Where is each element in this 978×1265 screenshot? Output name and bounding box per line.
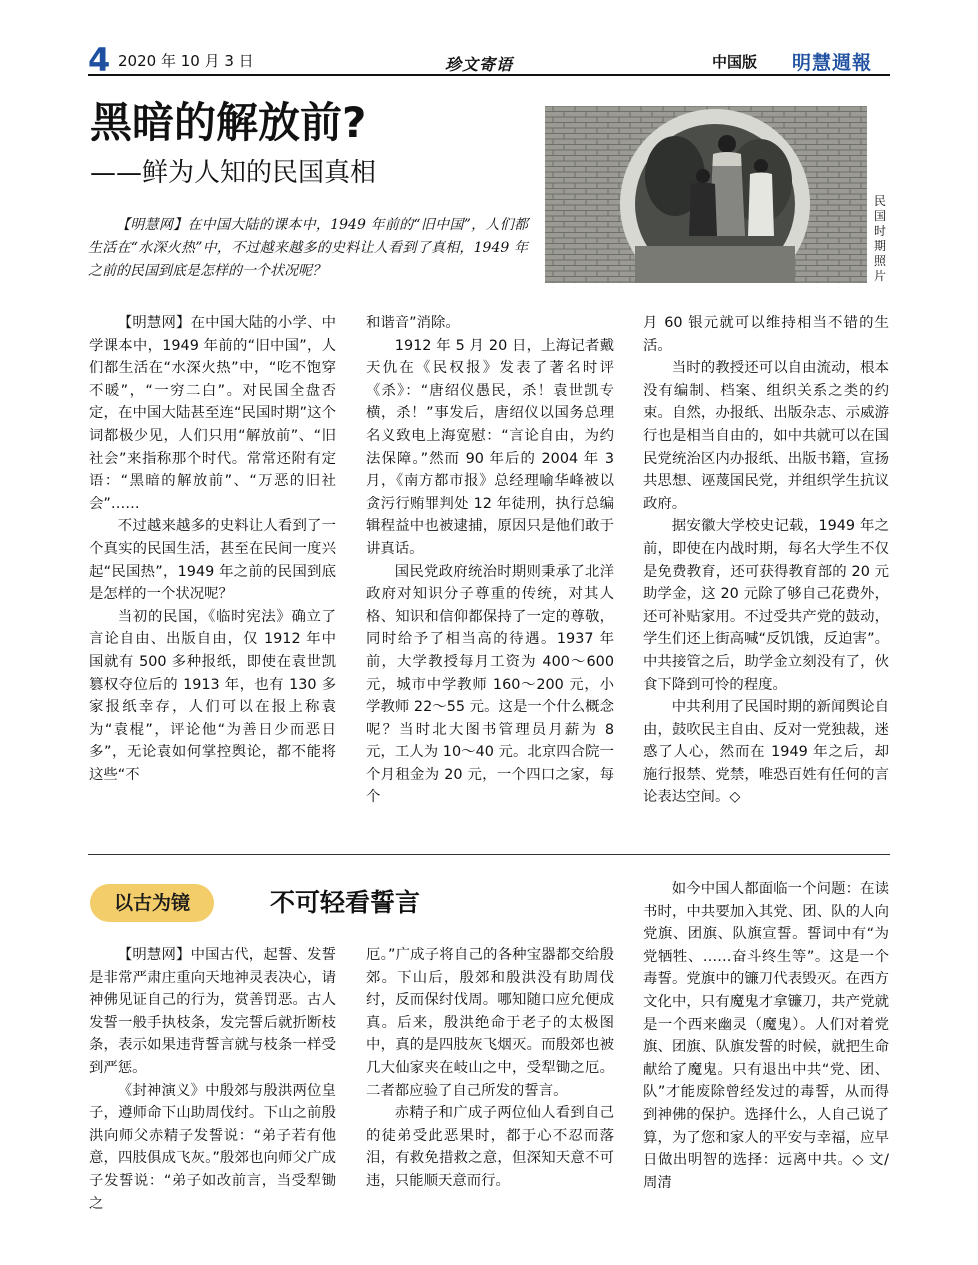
paragraph: 1912 年 5 月 20 日，上海记者戴天仇在《民权报》发表了著名时评《杀》：“唐绍仪愚民，杀！袁世凯专横，杀！”事发后，唐绍仪以国务总理名义致电上海宽慰：“言论自由，为约法保障。”然而 90 年后的 2004 年 3 月，《南方都市报》总经理喻华峰被以贪污行贿罪判处 12 年徒刑，执行总编辑程益中也被逮捕，原因只是他们敢于讲真话。 bbox=[366, 337, 614, 557]
article-column-3 bbox=[643, 878, 889, 1194]
section-badge-label: 以古为镜 bbox=[113, 892, 190, 914]
paragraph-continued: 和谐音”消除。 bbox=[366, 315, 460, 331]
article-lead: 【明慧网】在中国大陆的课本中，1949 年前的“旧中国”，人们都生活在“水深火热”中，不过越来越多的史料让人看到了真相，1949 年之前的民国到底是怎样的一个状况呢？ bbox=[88, 217, 528, 279]
paragraph: 赤精子和广成子两位仙人看到自己的徒弟受此恶果时，都于心不忍而落泪，有救免措救之意，但深知天意不可违，只能顺天意而行。 bbox=[366, 1105, 614, 1189]
paragraph-continued: 厄。”广成子将自己的各种宝器都交给殷郊。下山后，殷郊和殷洪没有助周伐纣，反而保纣伐周。哪知随口应允便成真。后来，殷洪绝命于老子的太极图中，真的是四肢灰飞烟灭。而殷郊也被几大仙家夹在岐山之中，受犁锄之厄。二者都应验了自己所发的誓言。 bbox=[366, 947, 614, 1099]
paragraph-continued: 月 60 银元就可以维持相当不错的生活。 bbox=[643, 315, 889, 354]
photo-caption: 民国时期照片 bbox=[874, 194, 887, 283]
column-name: 珍文寄语 bbox=[445, 55, 514, 74]
brand-logo: 明慧週報 bbox=[792, 52, 873, 74]
paragraph: 如今中国人都面临一个问题：在读书时，中共要加入其党、团、队的人向党旗、团旗、队旗宣誓。誓词中有“为党牺牲、……奋斗终生等”。这是一个毒誓。党旗中的镰刀代表毁灭。在西方文化中，只有魔鬼才拿镰刀，共产党就是一个西来幽灵（魔鬼）。人们对着党旗、团旗、队旗发誓的时候，就把生命献给了魔鬼。只有退出中共“党、团、队”才能废除曾经发过的毒誓，从而得到神佛的保护。选择什么，人自己说了算，为了您和家人的平安与幸福，应早日做出明智的选择：远离中共。◇ 文/周清 bbox=[643, 881, 889, 1191]
section-divider bbox=[88, 854, 890, 855]
article-column-2 bbox=[366, 312, 614, 809]
paragraph: 据安徽大学校史记载，1949 年之前，即使在内战时期，每名大学生不仅是免费教育，还可获得教育部的 20 元助学金，这 20 元除了够自己花费外，还可补贴家用。不过受共产党的鼓动，学生们还上街高喊“反饥饿，反迫害”。中共接管之后，助学金立刻没有了，伙食下降到可怜的程度。 bbox=[643, 518, 889, 693]
paragraph: 【明慧网】中国古代，起誓、发誓是非常严肃庄重向天地神灵表决心，请神佛见证自己的行为，赏善罚恶。古人发誓一般手执枝条，发完誓后就折断枝条，表示如果违背誓言就与枝条一样受到严惩。 bbox=[89, 947, 336, 1076]
article-column-3 bbox=[643, 312, 889, 809]
header-rule bbox=[88, 74, 890, 76]
edition-label: 中国版 bbox=[712, 53, 758, 71]
photo-illustration bbox=[545, 106, 867, 283]
article-column-1 bbox=[89, 312, 336, 786]
paragraph: 《封神演义》中殷郊与殷洪两位皇子，遵师命下山助周伐纣。下山之前殷洪向师父赤精子发誓说：“弟子若有他意，四肢俱成飞灰。”殷郊也向师父广成子发誓说：“弟子如改前言，当受犁锄之 bbox=[89, 1082, 336, 1212]
historical-photo bbox=[545, 106, 867, 283]
article-title: 不可轻看誓言 bbox=[270, 888, 421, 917]
page-number: 4 bbox=[88, 41, 111, 79]
article-title: 黑暗的解放前? bbox=[90, 98, 367, 147]
paragraph: 国民党政府统治时期则秉承了北洋政府对知识分子尊重的传统，对其人格、知识和信仰都保持了一定的尊敬，同时给予了相当高的待遇。1937 年前，大学教授每月工资为 400～600 元，城市中学教师 160～200 元，小学教师 22～55 元。这是一个什么概念呢？当时北大图书管理员月薪为 8 元，工人为 10～40 元。北京四合院一个月租金为 20 元，一个四口之家，每个 bbox=[366, 563, 614, 806]
paragraph: 【明慧网】在中国大陆的小学、中学课本中，1949 年前的“旧中国”，人们都生活在“水深火热”中，“吃不饱穿不暖”，“一穷二白”。对民国全盘否定，在中国大陆甚至连“民国时期”这个词都极少见，人们只用“解放前”、“旧社会”来指称那个时代。常常还附有定语：“黑暗的解放前”、“万恶的旧社会”…… bbox=[89, 315, 336, 512]
article-subtitle: ——鲜为人知的民国真相 bbox=[90, 158, 377, 188]
article-column-1 bbox=[89, 944, 336, 1215]
paragraph: 不过越来越多的史料让人看到了一个真实的民国生活，甚至在民间一度兴起“民国热”，1949 年之前的民国到底是怎样的一个状况呢？ bbox=[89, 518, 336, 603]
issue-date: 2020 年 10 月 3 日 bbox=[118, 52, 254, 70]
paragraph: 当初的民国，《临时宪法》确立了言论自由、出版自由，仅 1912 年中国就有 500 多种报纸，即使在袁世凯篡权夺位后的 1913 年，也有 130 多家报纸幸存，人们可以在报上称袁为“袁棍”，评论他“为善日少而恶日多”，无论袁如何掌控舆论，都不能将这些“不 bbox=[89, 608, 336, 783]
paragraph: 中共利用了民国时期的新闻舆论自由，鼓吹民主自由、反对一党独裁，迷惑了人心，然而在 1949 年之后，却施行报禁、党禁，唯恐百姓有任何的言论表达空间。◇ bbox=[643, 699, 889, 806]
paragraph: 当时的教授还可以自由流动，根本没有编制、档案、组织关系之类的约束。自然，办报纸、出版杂志、示威游行也是相当自由的，如中共就可以在国民党统治区内办报纸、出版书籍，宣扬共思想、诬蔑国民党，并组织学生抗议政府。 bbox=[643, 360, 889, 512]
article-column-2 bbox=[366, 944, 614, 1193]
